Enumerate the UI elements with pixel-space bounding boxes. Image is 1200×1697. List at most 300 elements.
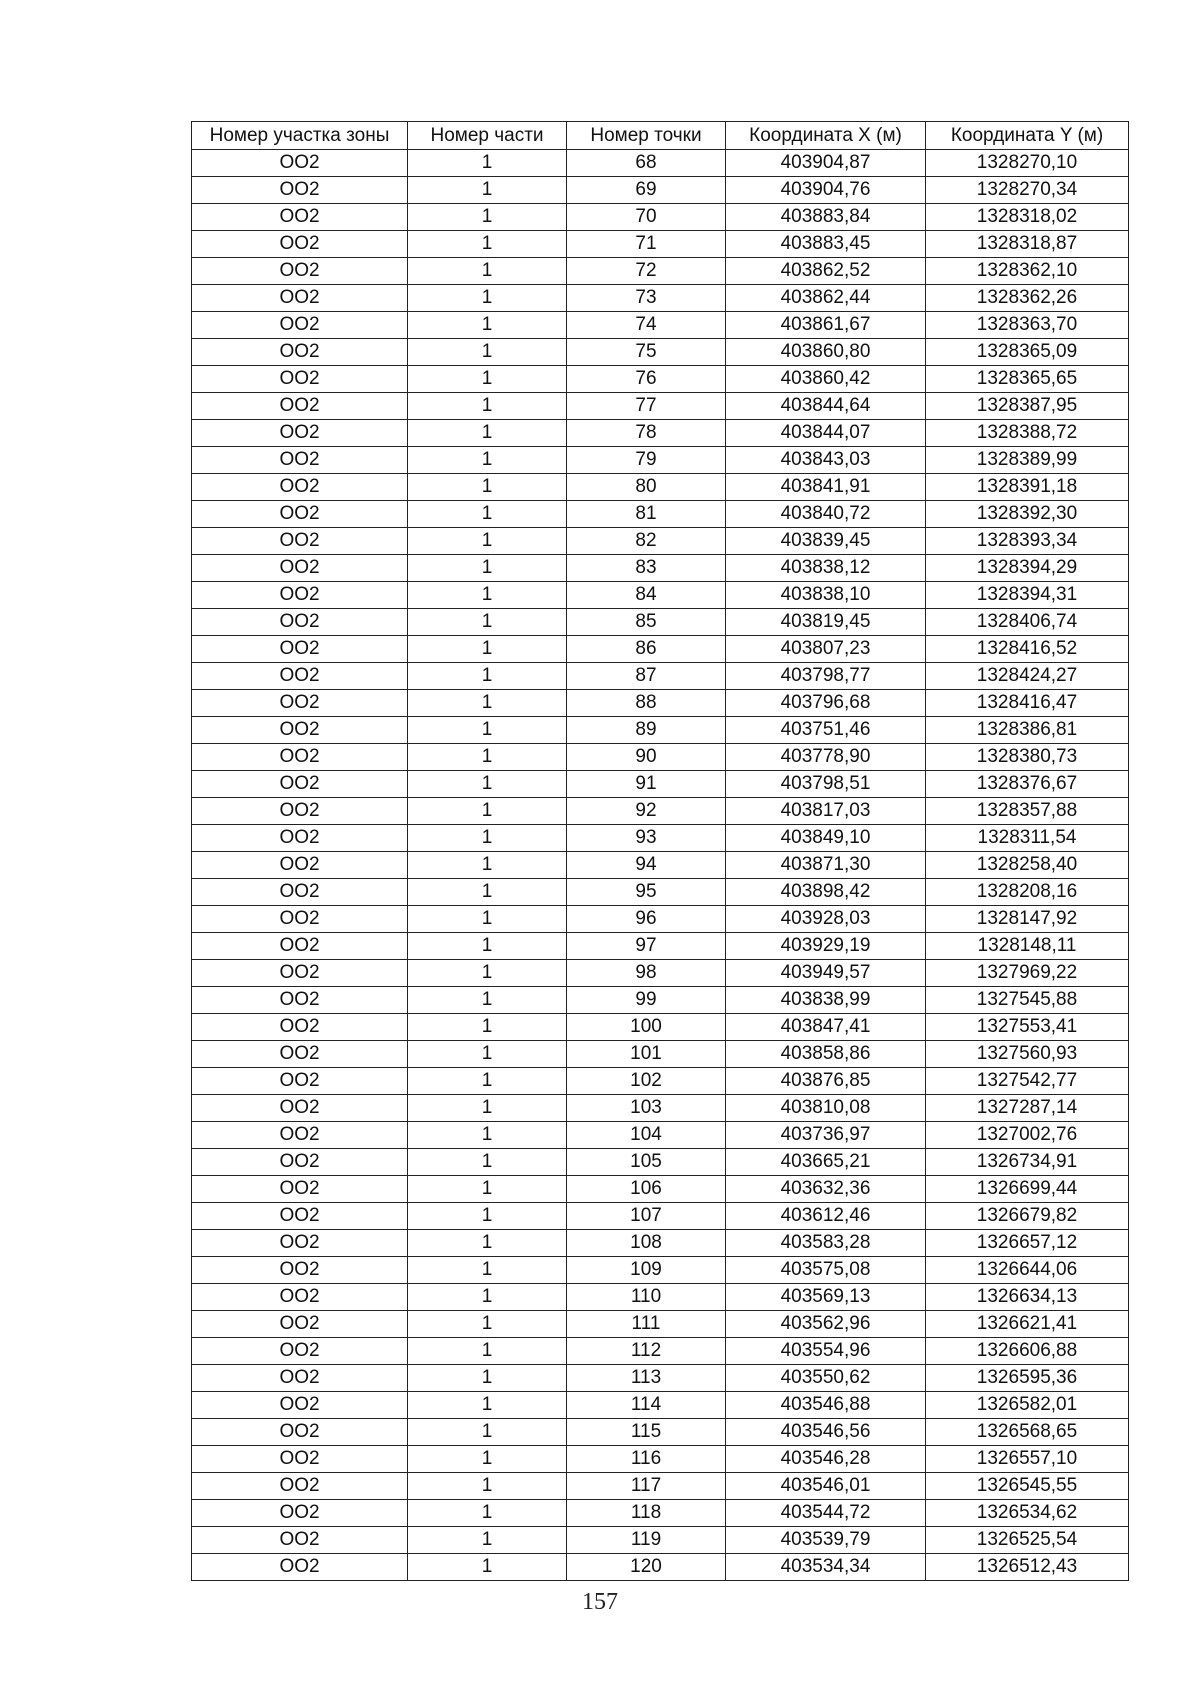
table-row xyxy=(192,1230,1129,1257)
cell-zone-section: ОО2 xyxy=(192,231,408,258)
table-row xyxy=(192,420,1129,447)
cell-part-number: 1 xyxy=(408,231,567,258)
cell-coordinate-y: 1328148,11 xyxy=(926,933,1129,960)
cell-zone-section: ОО2 xyxy=(192,339,408,366)
cell-part-number: 1 xyxy=(408,852,567,879)
cell-point-number: 87 xyxy=(567,663,726,690)
cell-point-number: 117 xyxy=(567,1473,726,1500)
table-row xyxy=(192,177,1129,204)
cell-point-number: 83 xyxy=(567,555,726,582)
cell-part-number: 1 xyxy=(408,501,567,528)
cell-part-number: 1 xyxy=(408,1257,567,1284)
table-row xyxy=(192,339,1129,366)
cell-zone-section: ОО2 xyxy=(192,1311,408,1338)
cell-part-number: 1 xyxy=(408,1176,567,1203)
cell-coordinate-y: 1326557,10 xyxy=(926,1446,1129,1473)
cell-part-number: 1 xyxy=(408,150,567,177)
table-row xyxy=(192,1500,1129,1527)
table-row xyxy=(192,1149,1129,1176)
cell-coordinate-x: 403569,13 xyxy=(726,1284,926,1311)
table-row xyxy=(192,690,1129,717)
cell-part-number: 1 xyxy=(408,690,567,717)
cell-part-number: 1 xyxy=(408,1230,567,1257)
cell-zone-section: ОО2 xyxy=(192,1365,408,1392)
cell-part-number: 1 xyxy=(408,1284,567,1311)
cell-part-number: 1 xyxy=(408,960,567,987)
cell-point-number: 68 xyxy=(567,150,726,177)
cell-coordinate-y: 1328416,47 xyxy=(926,690,1129,717)
cell-zone-section: ОО2 xyxy=(192,528,408,555)
cell-coordinate-y: 1328362,10 xyxy=(926,258,1129,285)
cell-point-number: 94 xyxy=(567,852,726,879)
cell-part-number: 1 xyxy=(408,771,567,798)
cell-zone-section: ОО2 xyxy=(192,933,408,960)
cell-coordinate-x: 403860,42 xyxy=(726,366,926,393)
cell-coordinate-y: 1326512,43 xyxy=(926,1554,1129,1581)
cell-zone-section: ОО2 xyxy=(192,501,408,528)
cell-zone-section: ОО2 xyxy=(192,447,408,474)
cell-part-number: 1 xyxy=(408,339,567,366)
cell-point-number: 112 xyxy=(567,1338,726,1365)
cell-coordinate-y: 1328388,72 xyxy=(926,420,1129,447)
page-number: 157 xyxy=(582,1589,618,1615)
cell-point-number: 82 xyxy=(567,528,726,555)
cell-part-number: 1 xyxy=(408,1122,567,1149)
cell-coordinate-y: 1326525,54 xyxy=(926,1527,1129,1554)
cell-coordinate-x: 403807,23 xyxy=(726,636,926,663)
cell-point-number: 72 xyxy=(567,258,726,285)
cell-zone-section: ОО2 xyxy=(192,177,408,204)
cell-zone-section: ОО2 xyxy=(192,1122,408,1149)
cell-zone-section: ОО2 xyxy=(192,555,408,582)
coordinates-table xyxy=(191,121,1129,1581)
cell-part-number: 1 xyxy=(408,879,567,906)
cell-part-number: 1 xyxy=(408,663,567,690)
table-row xyxy=(192,933,1129,960)
cell-part-number: 1 xyxy=(408,1419,567,1446)
cell-part-number: 1 xyxy=(408,933,567,960)
table-row xyxy=(192,1473,1129,1500)
cell-part-number: 1 xyxy=(408,1311,567,1338)
cell-zone-section: ОО2 xyxy=(192,987,408,1014)
table-row xyxy=(192,798,1129,825)
cell-zone-section: ОО2 xyxy=(192,420,408,447)
cell-coordinate-y: 1328362,26 xyxy=(926,285,1129,312)
table-row xyxy=(192,1068,1129,1095)
cell-coordinate-x: 403904,76 xyxy=(726,177,926,204)
cell-point-number: 116 xyxy=(567,1446,726,1473)
cell-part-number: 1 xyxy=(408,1392,567,1419)
cell-coordinate-x: 403839,45 xyxy=(726,528,926,555)
cell-part-number: 1 xyxy=(408,528,567,555)
cell-zone-section: ОО2 xyxy=(192,663,408,690)
cell-point-number: 107 xyxy=(567,1203,726,1230)
cell-coordinate-y: 1326634,13 xyxy=(926,1284,1129,1311)
cell-part-number: 1 xyxy=(408,744,567,771)
table-row xyxy=(192,987,1129,1014)
cell-coordinate-x: 403929,19 xyxy=(726,933,926,960)
cell-coordinate-y: 1326545,55 xyxy=(926,1473,1129,1500)
cell-part-number: 1 xyxy=(408,204,567,231)
cell-coordinate-x: 403736,97 xyxy=(726,1122,926,1149)
cell-part-number: 1 xyxy=(408,1149,567,1176)
cell-point-number: 111 xyxy=(567,1311,726,1338)
table-row xyxy=(192,1257,1129,1284)
cell-coordinate-y: 1328270,34 xyxy=(926,177,1129,204)
table-row xyxy=(192,1527,1129,1554)
cell-zone-section: ОО2 xyxy=(192,744,408,771)
cell-part-number: 1 xyxy=(408,420,567,447)
cell-coordinate-y: 1328394,31 xyxy=(926,582,1129,609)
cell-zone-section: ОО2 xyxy=(192,285,408,312)
table-row xyxy=(192,258,1129,285)
cell-coordinate-y: 1327560,93 xyxy=(926,1041,1129,1068)
cell-coordinate-y: 1326657,12 xyxy=(926,1230,1129,1257)
cell-zone-section: ОО2 xyxy=(192,1230,408,1257)
cell-coordinate-y: 1326568,65 xyxy=(926,1419,1129,1446)
cell-point-number: 97 xyxy=(567,933,726,960)
table-row xyxy=(192,1176,1129,1203)
cell-coordinate-x: 403810,08 xyxy=(726,1095,926,1122)
cell-coordinate-x: 403876,85 xyxy=(726,1068,926,1095)
cell-coordinate-x: 403858,86 xyxy=(726,1041,926,1068)
table-row xyxy=(192,906,1129,933)
table-row xyxy=(192,1122,1129,1149)
cell-zone-section: ОО2 xyxy=(192,1014,408,1041)
cell-part-number: 1 xyxy=(408,1014,567,1041)
header-coordinate-x: Координата X (м) xyxy=(726,122,926,150)
cell-zone-section: ОО2 xyxy=(192,771,408,798)
cell-point-number: 105 xyxy=(567,1149,726,1176)
cell-part-number: 1 xyxy=(408,906,567,933)
cell-coordinate-y: 1328365,09 xyxy=(926,339,1129,366)
cell-point-number: 69 xyxy=(567,177,726,204)
cell-zone-section: ОО2 xyxy=(192,690,408,717)
table-body xyxy=(192,150,1129,1581)
cell-zone-section: ОО2 xyxy=(192,312,408,339)
cell-zone-section: ОО2 xyxy=(192,393,408,420)
cell-point-number: 84 xyxy=(567,582,726,609)
table-row xyxy=(192,663,1129,690)
cell-point-number: 91 xyxy=(567,771,726,798)
cell-zone-section: ОО2 xyxy=(192,258,408,285)
cell-zone-section: ОО2 xyxy=(192,1554,408,1581)
cell-part-number: 1 xyxy=(408,582,567,609)
cell-coordinate-x: 403862,44 xyxy=(726,285,926,312)
cell-part-number: 1 xyxy=(408,447,567,474)
cell-zone-section: ОО2 xyxy=(192,1500,408,1527)
cell-coordinate-y: 1327969,22 xyxy=(926,960,1129,987)
cell-point-number: 102 xyxy=(567,1068,726,1095)
table-row xyxy=(192,1041,1129,1068)
cell-coordinate-x: 403562,96 xyxy=(726,1311,926,1338)
cell-coordinate-y: 1328147,92 xyxy=(926,906,1129,933)
cell-point-number: 74 xyxy=(567,312,726,339)
cell-coordinate-x: 403844,07 xyxy=(726,420,926,447)
cell-coordinate-y: 1326582,01 xyxy=(926,1392,1129,1419)
cell-coordinate-x: 403898,42 xyxy=(726,879,926,906)
cell-point-number: 120 xyxy=(567,1554,726,1581)
cell-coordinate-x: 403554,96 xyxy=(726,1338,926,1365)
cell-zone-section: ОО2 xyxy=(192,798,408,825)
cell-point-number: 85 xyxy=(567,609,726,636)
cell-coordinate-x: 403883,45 xyxy=(726,231,926,258)
cell-coordinate-y: 1328363,70 xyxy=(926,312,1129,339)
cell-zone-section: ОО2 xyxy=(192,1095,408,1122)
cell-coordinate-x: 403883,84 xyxy=(726,204,926,231)
table-row xyxy=(192,1014,1129,1041)
cell-coordinate-y: 1326734,91 xyxy=(926,1149,1129,1176)
cell-point-number: 118 xyxy=(567,1500,726,1527)
cell-part-number: 1 xyxy=(408,609,567,636)
table-row xyxy=(192,1203,1129,1230)
cell-part-number: 1 xyxy=(408,258,567,285)
cell-point-number: 76 xyxy=(567,366,726,393)
cell-coordinate-y: 1328394,29 xyxy=(926,555,1129,582)
table-row xyxy=(192,528,1129,555)
cell-part-number: 1 xyxy=(408,1041,567,1068)
cell-part-number: 1 xyxy=(408,636,567,663)
cell-point-number: 98 xyxy=(567,960,726,987)
table-row xyxy=(192,852,1129,879)
cell-coordinate-y: 1328391,18 xyxy=(926,474,1129,501)
cell-coordinate-y: 1328311,54 xyxy=(926,825,1129,852)
cell-coordinate-y: 1326606,88 xyxy=(926,1338,1129,1365)
table-row xyxy=(192,1392,1129,1419)
cell-zone-section: ОО2 xyxy=(192,1176,408,1203)
cell-point-number: 95 xyxy=(567,879,726,906)
table-row xyxy=(192,1311,1129,1338)
cell-coordinate-x: 403838,10 xyxy=(726,582,926,609)
table-row xyxy=(192,582,1129,609)
table-row xyxy=(192,717,1129,744)
table-row xyxy=(192,1095,1129,1122)
table-row xyxy=(192,204,1129,231)
table-row xyxy=(192,879,1129,906)
cell-point-number: 73 xyxy=(567,285,726,312)
cell-zone-section: ОО2 xyxy=(192,960,408,987)
cell-coordinate-y: 1328380,73 xyxy=(926,744,1129,771)
cell-point-number: 101 xyxy=(567,1041,726,1068)
cell-coordinate-x: 403817,03 xyxy=(726,798,926,825)
cell-part-number: 1 xyxy=(408,1365,567,1392)
cell-part-number: 1 xyxy=(408,1095,567,1122)
cell-coordinate-x: 403838,99 xyxy=(726,987,926,1014)
table-row xyxy=(192,636,1129,663)
table-row xyxy=(192,231,1129,258)
cell-zone-section: ОО2 xyxy=(192,1527,408,1554)
cell-point-number: 106 xyxy=(567,1176,726,1203)
cell-point-number: 103 xyxy=(567,1095,726,1122)
cell-zone-section: ОО2 xyxy=(192,1041,408,1068)
cell-point-number: 119 xyxy=(567,1527,726,1554)
cell-coordinate-y: 1326621,41 xyxy=(926,1311,1129,1338)
cell-zone-section: ОО2 xyxy=(192,1338,408,1365)
cell-point-number: 99 xyxy=(567,987,726,1014)
cell-zone-section: ОО2 xyxy=(192,879,408,906)
cell-zone-section: ОО2 xyxy=(192,582,408,609)
cell-coordinate-x: 403546,28 xyxy=(726,1446,926,1473)
cell-zone-section: ОО2 xyxy=(192,1149,408,1176)
cell-coordinate-x: 403847,41 xyxy=(726,1014,926,1041)
table-row xyxy=(192,1338,1129,1365)
cell-zone-section: ОО2 xyxy=(192,717,408,744)
cell-point-number: 77 xyxy=(567,393,726,420)
table-row xyxy=(192,285,1129,312)
table-row xyxy=(192,555,1129,582)
cell-coordinate-x: 403819,45 xyxy=(726,609,926,636)
cell-coordinate-y: 1327545,88 xyxy=(926,987,1129,1014)
cell-point-number: 75 xyxy=(567,339,726,366)
cell-part-number: 1 xyxy=(408,366,567,393)
cell-coordinate-x: 403798,77 xyxy=(726,663,926,690)
cell-zone-section: ОО2 xyxy=(192,1284,408,1311)
cell-part-number: 1 xyxy=(408,1203,567,1230)
cell-coordinate-x: 403534,34 xyxy=(726,1554,926,1581)
table-row xyxy=(192,744,1129,771)
cell-zone-section: ОО2 xyxy=(192,609,408,636)
cell-coordinate-y: 1328389,99 xyxy=(926,447,1129,474)
cell-point-number: 70 xyxy=(567,204,726,231)
header-point-number: Номер точки xyxy=(567,122,726,150)
table-row xyxy=(192,609,1129,636)
cell-coordinate-x: 403798,51 xyxy=(726,771,926,798)
cell-coordinate-y: 1328392,30 xyxy=(926,501,1129,528)
table-row xyxy=(192,366,1129,393)
table-row xyxy=(192,447,1129,474)
table-row xyxy=(192,960,1129,987)
cell-point-number: 78 xyxy=(567,420,726,447)
table-row xyxy=(192,1284,1129,1311)
cell-coordinate-y: 1328365,65 xyxy=(926,366,1129,393)
cell-coordinate-x: 403871,30 xyxy=(726,852,926,879)
cell-zone-section: ОО2 xyxy=(192,1419,408,1446)
table-row xyxy=(192,771,1129,798)
cell-coordinate-y: 1326644,06 xyxy=(926,1257,1129,1284)
cell-zone-section: ОО2 xyxy=(192,1473,408,1500)
cell-part-number: 1 xyxy=(408,1068,567,1095)
header-coordinate-y: Координата Y (м) xyxy=(926,122,1129,150)
cell-coordinate-y: 1326534,62 xyxy=(926,1500,1129,1527)
cell-coordinate-y: 1328387,95 xyxy=(926,393,1129,420)
cell-coordinate-x: 403840,72 xyxy=(726,501,926,528)
cell-point-number: 108 xyxy=(567,1230,726,1257)
header-zone-section-number: Номер участка зоны xyxy=(192,122,408,150)
table-row xyxy=(192,312,1129,339)
cell-coordinate-y: 1327542,77 xyxy=(926,1068,1129,1095)
cell-coordinate-y: 1326595,36 xyxy=(926,1365,1129,1392)
cell-coordinate-x: 403860,80 xyxy=(726,339,926,366)
cell-coordinate-y: 1328357,88 xyxy=(926,798,1129,825)
cell-coordinate-x: 403844,64 xyxy=(726,393,926,420)
cell-coordinate-x: 403539,79 xyxy=(726,1527,926,1554)
cell-coordinate-y: 1326679,82 xyxy=(926,1203,1129,1230)
cell-coordinate-x: 403546,56 xyxy=(726,1419,926,1446)
table-row xyxy=(192,1446,1129,1473)
cell-part-number: 1 xyxy=(408,1527,567,1554)
cell-part-number: 1 xyxy=(408,555,567,582)
cell-coordinate-y: 1326699,44 xyxy=(926,1176,1129,1203)
cell-coordinate-y: 1328406,74 xyxy=(926,609,1129,636)
table-row xyxy=(192,474,1129,501)
cell-part-number: 1 xyxy=(408,474,567,501)
cell-part-number: 1 xyxy=(408,393,567,420)
cell-zone-section: ОО2 xyxy=(192,1203,408,1230)
cell-point-number: 113 xyxy=(567,1365,726,1392)
cell-point-number: 89 xyxy=(567,717,726,744)
cell-zone-section: ОО2 xyxy=(192,1446,408,1473)
cell-point-number: 92 xyxy=(567,798,726,825)
cell-coordinate-y: 1328376,67 xyxy=(926,771,1129,798)
cell-point-number: 109 xyxy=(567,1257,726,1284)
cell-zone-section: ОО2 xyxy=(192,906,408,933)
cell-zone-section: ОО2 xyxy=(192,150,408,177)
cell-zone-section: ОО2 xyxy=(192,1392,408,1419)
cell-coordinate-x: 403904,87 xyxy=(726,150,926,177)
cell-part-number: 1 xyxy=(408,825,567,852)
cell-coordinate-y: 1328416,52 xyxy=(926,636,1129,663)
cell-coordinate-y: 1328424,27 xyxy=(926,663,1129,690)
cell-coordinate-x: 403544,72 xyxy=(726,1500,926,1527)
cell-part-number: 1 xyxy=(408,987,567,1014)
cell-coordinate-y: 1327287,14 xyxy=(926,1095,1129,1122)
cell-point-number: 88 xyxy=(567,690,726,717)
cell-point-number: 71 xyxy=(567,231,726,258)
cell-point-number: 104 xyxy=(567,1122,726,1149)
cell-coordinate-x: 403949,57 xyxy=(726,960,926,987)
cell-coordinate-y: 1328318,02 xyxy=(926,204,1129,231)
table-row xyxy=(192,150,1129,177)
header-part-number: Номер части xyxy=(408,122,567,150)
cell-point-number: 114 xyxy=(567,1392,726,1419)
cell-zone-section: ОО2 xyxy=(192,474,408,501)
cell-coordinate-x: 403612,46 xyxy=(726,1203,926,1230)
cell-point-number: 86 xyxy=(567,636,726,663)
cell-part-number: 1 xyxy=(408,312,567,339)
cell-zone-section: ОО2 xyxy=(192,204,408,231)
cell-zone-section: ОО2 xyxy=(192,636,408,663)
cell-coordinate-y: 1328270,10 xyxy=(926,150,1129,177)
cell-part-number: 1 xyxy=(408,798,567,825)
cell-coordinate-x: 403546,88 xyxy=(726,1392,926,1419)
cell-coordinate-y: 1327002,76 xyxy=(926,1122,1129,1149)
cell-coordinate-y: 1328208,16 xyxy=(926,879,1129,906)
cell-point-number: 79 xyxy=(567,447,726,474)
cell-coordinate-x: 403849,10 xyxy=(726,825,926,852)
cell-point-number: 110 xyxy=(567,1284,726,1311)
cell-coordinate-x: 403861,67 xyxy=(726,312,926,339)
cell-coordinate-x: 403838,12 xyxy=(726,555,926,582)
table-row xyxy=(192,1365,1129,1392)
cell-coordinate-x: 403928,03 xyxy=(726,906,926,933)
cell-point-number: 93 xyxy=(567,825,726,852)
cell-point-number: 100 xyxy=(567,1014,726,1041)
cell-coordinate-x: 403665,21 xyxy=(726,1149,926,1176)
cell-coordinate-y: 1328258,40 xyxy=(926,852,1129,879)
cell-coordinate-y: 1328386,81 xyxy=(926,717,1129,744)
cell-coordinate-y: 1328318,87 xyxy=(926,231,1129,258)
cell-part-number: 1 xyxy=(408,1473,567,1500)
cell-point-number: 90 xyxy=(567,744,726,771)
cell-part-number: 1 xyxy=(408,1554,567,1581)
cell-coordinate-x: 403550,62 xyxy=(726,1365,926,1392)
table-row xyxy=(192,393,1129,420)
table-row xyxy=(192,1419,1129,1446)
cell-point-number: 80 xyxy=(567,474,726,501)
cell-zone-section: ОО2 xyxy=(192,1257,408,1284)
cell-coordinate-y: 1328393,34 xyxy=(926,528,1129,555)
cell-point-number: 115 xyxy=(567,1419,726,1446)
